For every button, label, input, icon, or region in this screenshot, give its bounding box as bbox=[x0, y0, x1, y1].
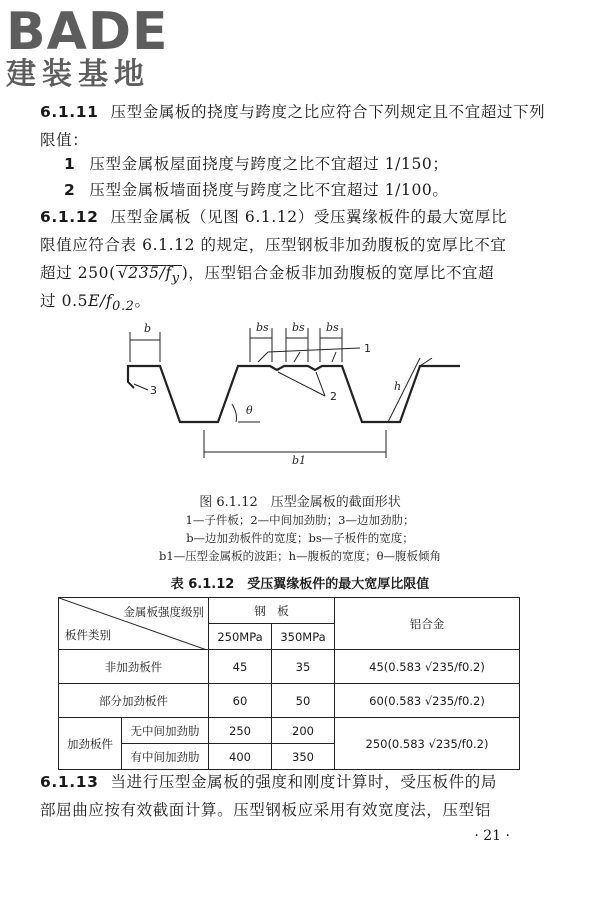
line-text: 。 bbox=[134, 292, 151, 310]
figure-legend: 1—子件板；2—中间加劲肋；3—边加劲肋； bbox=[185, 513, 415, 527]
header-aluminum: 铝合金 bbox=[335, 598, 520, 650]
row-subcategory: 有中间加劲肋 bbox=[122, 744, 209, 770]
table-row bbox=[59, 684, 520, 718]
label-2: 2 bbox=[330, 390, 337, 403]
header-category-label: 板件类别 bbox=[65, 628, 111, 642]
section-number: 6.1.11 bbox=[40, 103, 99, 121]
logo bbox=[6, 4, 169, 92]
table-row bbox=[59, 650, 520, 684]
label-3: 3 bbox=[150, 384, 157, 397]
list-item bbox=[64, 176, 449, 204]
sqrt-expression: $√235/f_y$ bbox=[117, 264, 180, 287]
cell-formula: 60(0.583 √235/f0.2) bbox=[335, 684, 520, 718]
section-number: 6.1.13 bbox=[40, 773, 99, 791]
page-number: · 21 · bbox=[474, 828, 510, 844]
label-b: b bbox=[144, 322, 152, 335]
cell-formula: 250(0.583 √235/f0.2) bbox=[335, 718, 520, 770]
item-number: 2 bbox=[64, 181, 76, 199]
list-item bbox=[64, 150, 449, 178]
item-text: 压型金属板屋面挠度与跨度之比不宜超过 1/150； bbox=[89, 155, 449, 173]
cell-value: 200 bbox=[272, 718, 335, 744]
section-6-1-13 bbox=[40, 768, 560, 824]
line-text: 当进行压型金属板的强度和刚度计算时，受压板件的局 bbox=[110, 773, 497, 791]
row-category: 部分加劲板件 bbox=[59, 684, 209, 718]
item-number: 1 bbox=[64, 155, 76, 173]
cell-formula: 45(0.583 √235/f0.2) bbox=[335, 650, 520, 684]
logo-brand: BADE bbox=[6, 2, 169, 62]
header-strength-label: 金属板强度级别 bbox=[123, 605, 204, 619]
paragraph-line bbox=[40, 259, 560, 287]
width-thickness-table bbox=[58, 597, 520, 770]
header-steel: 钢 板 bbox=[209, 598, 335, 624]
cell-value: 60 bbox=[209, 684, 272, 718]
paragraph-line: 部屈曲应按有效截面计算。压型钢板应采用有效宽度法，压型铝 bbox=[40, 801, 491, 819]
label-1: 1 bbox=[364, 342, 371, 355]
cell-value: 50 bbox=[272, 684, 335, 718]
cell-value: 35 bbox=[272, 650, 335, 684]
header-diagonal-cell bbox=[59, 598, 209, 650]
paragraph-line bbox=[40, 287, 560, 321]
figure-caption: 图 6.1.12 压型金属板的截面形状 bbox=[199, 495, 401, 510]
figure-legend: b1—压型金属板的波距；h—腹板的宽度；θ—腹板倾角 bbox=[158, 549, 441, 563]
figure-legend: b—边加劲板件的宽度；bs—子板件的宽度； bbox=[186, 531, 414, 545]
line-text: )，压型铝合金板非加劲腹板的宽厚比不宜超 bbox=[181, 264, 495, 282]
header-steel-350: 350MPa bbox=[272, 624, 335, 650]
section-6-1-11 bbox=[40, 98, 560, 154]
label-theta: θ bbox=[246, 404, 253, 417]
label-b1: b1 bbox=[292, 454, 307, 467]
table-row bbox=[59, 718, 520, 744]
math-sub: 0.2 bbox=[112, 299, 135, 315]
math-expression: E/f bbox=[88, 292, 113, 310]
row-subcategory: 无中间加劲肋 bbox=[122, 718, 209, 744]
paragraph-line bbox=[40, 203, 560, 231]
section-number: 6.1.12 bbox=[40, 208, 99, 226]
row-category: 非加劲板件 bbox=[59, 650, 209, 684]
sqrt-body: 235/f bbox=[128, 264, 172, 282]
cell-value: 250 bbox=[209, 718, 272, 744]
line-text: 过 0.5 bbox=[40, 292, 89, 310]
section-6-1-12 bbox=[40, 203, 560, 321]
line-text: 超过 250( bbox=[40, 264, 116, 282]
label-bs: bs bbox=[326, 321, 339, 334]
paragraph-line: 限值应符合表 6.1.12 的规定，压型钢板非加劲腹板的宽厚比不宜 bbox=[40, 236, 507, 254]
cell-value: 350 bbox=[272, 744, 335, 770]
paragraph-line bbox=[40, 768, 560, 796]
header-steel-250: 250MPa bbox=[209, 624, 272, 650]
cell-value: 400 bbox=[209, 744, 272, 770]
label-h: h bbox=[394, 380, 402, 393]
table-title: 表 6.1.12 受压翼缘板件的最大宽厚比限值 bbox=[170, 577, 430, 592]
profile-outline bbox=[128, 366, 460, 422]
edge-stiffener bbox=[128, 366, 134, 388]
section-text: 压型金属板的挠度与跨度之比应符合下列规定且不宜超过下列限值： bbox=[40, 103, 546, 149]
label-bs: bs bbox=[256, 321, 269, 334]
cross-section-figure bbox=[120, 318, 480, 478]
label-bs: bs bbox=[292, 321, 305, 334]
sqrt-sub: y bbox=[171, 271, 180, 287]
logo-subtitle: 建装基地 bbox=[6, 57, 150, 92]
item-text: 压型金属板墙面挠度与跨度之比不宜超过 1/100。 bbox=[89, 181, 449, 199]
cell-value: 45 bbox=[209, 650, 272, 684]
row-category: 加劲板件 bbox=[59, 718, 122, 770]
line-text: 压型金属板（见图 6.1.12）受压翼缘板件的最大宽厚比 bbox=[110, 208, 508, 226]
